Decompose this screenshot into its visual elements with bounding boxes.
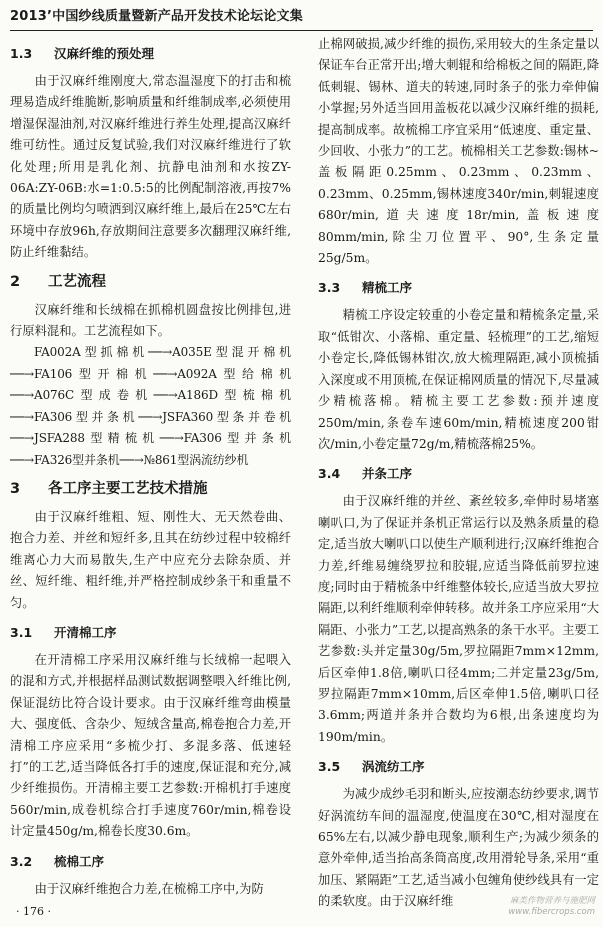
- section-number: 3.3: [318, 280, 341, 296]
- header-rule: [10, 30, 593, 31]
- watermark-url: www.fibercrops.com: [508, 907, 595, 917]
- left-column: [10, 34, 291, 900]
- paragraph: 由于汉麻纤维刚度大,常态温湿度下的打击和梳理易造成纤维脆断,影响质量和纤维制成率,必须使用增湿保湿油剂,对汉麻纤维进行养生处理,提高汉麻纤维可纺性。通过反复试验,我们对汉麻纤维进行了软化处理;所用是乳化剂、抗静电油剂和水按ZY-06A:ZY-06B:水=1:0.5:5的比例配制溶液,再按7%的质量比例均匀喷洒到汉麻纤维上,最后在25℃左右环境中存放96h,存放期间注意要多次翻理汉麻纤维,防止纤维黏结。: [10, 74, 291, 260]
- paragraph: 由于汉麻纤维的并丝、紊丝较多,牵伸时易堵塞喇叭口,为了保证并条机正常运行以及熟条质量的稳定,适当放大喇叭口以使生产顺利进行;汉麻纤维抱合力差,纤维易缠绕罗拉和胶辊,应适当降低前罗拉速度;同时由于精梳条中纤维整体较长,应适当放大罗拉隔距,以利纤维顺利牵伸转移。故并条工序应采用“大隔距、小张力”工艺,以提高熟条的条干水平。主要工艺参数:头并定量30g/5m,罗拉隔距7mm×12mm,后区牵伸1.8倍,喇叭口径4mm;二并定量23g/5m,罗拉隔距7mm×10mm,后区牵伸1.5倍,喇叭口径3.6mm;两道并条并合数均为6根,出条速度均为190m/min。: [318, 494, 599, 744]
- paragraph: 由于汉麻纤维抱合力差,在梳棉工序中,为防: [34, 881, 264, 896]
- paragraph: 为减少成纱毛羽和断头,应按潮态纺纱要求,调节好涡流纺车间的温湿度,使温度在30℃,相对湿度在65%左右,以减少静电现象,顺利生产;为减少须条的意外牵伸,适当抬高条筒高度,改用滑轮导条,采用“重加压、紧隔距”工艺,适当减小包缠角使纱线具有一定的柔软度。由于汉麻纤维: [318, 787, 599, 909]
- paragraph: 止棉网破损,减少纤维的损伤,采用较大的生条定量以保证车台正常开出;增大刺辊和给棉板之间的隔距,降低刺辊、锡林、道夫的转速,同时条子的张力牵伸偏小掌握;另外适当回用盖板花以减少汉麻纤维的损耗,提高制成率。故梳棉工序宜采用“低速度、重定量、少回收、小张力”的工艺。梳棉相关工艺参数:锡林~盖板隔距0.25mm、0.23mm、0.23mm、0.23mm、0.25mm,锡林速度340r/min,刺辊速度680r/min,道夫速度18r/min,盖板速度80mm/min,除尘刀位置平、90°,生条定量25g/5m。: [318, 37, 599, 266]
- section-number: 2: [10, 273, 21, 290]
- section-heading-3-1: [10, 621, 291, 645]
- page-number: · 176 ·: [16, 905, 51, 918]
- section-heading-3-5: [318, 755, 599, 779]
- section-heading-2: [10, 268, 291, 296]
- right-column: [318, 34, 599, 913]
- section-title: 梳棉工序: [54, 853, 105, 869]
- section-heading-3-3: [318, 276, 599, 300]
- paragraph: 精梳工序设定较重的小卷定量和精梳条定量,采取“低钳次、小落棉、重定量、轻梳理”的工艺,缩短小卷定长,降低锡林钳次,放大梳理隔距,减小顶梳插入深度或不用顶梳,在保证棉网质量的情况下,尽量减少精梳落棉。精梳主要工艺参数:预并速度250m/min,条卷车速60m/min,精梳速度200钳次/min,小卷定量72g/m,精梳落棉25%。: [318, 308, 599, 451]
- paragraph: 由于汉麻纤维粗、短、刚性大、无天然卷曲、抱合力差、并丝和短纤多,且其在纺纱过程中较棉纤维离心力大而易散失,生产中应充分去除杂质、并丝、短纤维、粗纤维,并严格控制成纱条干和重量不匀。: [10, 509, 291, 610]
- section-heading-1-3: [10, 42, 291, 66]
- section-heading-3-4: [318, 462, 599, 486]
- section-number: 3.4: [318, 466, 341, 482]
- running-header: 2013’中国纱线质量暨新产品开发技术论坛论文集: [10, 9, 303, 24]
- section-title: 并条工序: [362, 466, 413, 482]
- section-heading-3: [10, 475, 291, 503]
- section-number: 3.5: [318, 759, 341, 775]
- section-number: 3.1: [10, 624, 33, 640]
- section-title: 涡流纺工序: [362, 759, 425, 775]
- section-number: 3: [10, 480, 21, 497]
- process-flow: FA002A型抓棉机──→A035E型混开棉机──→FA106型开棉机──→A092A型给棉机──→A076C型成卷机──→A186D型梳棉机──→FA306型并条机──→JSFA360型条并卷机──→JSFA288型精梳机──→FA306型并条机──→FA326型并条机──→№861型涡流纺纱机: [10, 345, 291, 467]
- section-number: 3.2: [10, 853, 33, 869]
- section-title: 精梳工序: [362, 280, 413, 296]
- watermark: [465, 896, 595, 918]
- section-title: 汉麻纤维的预处理: [54, 46, 155, 61]
- section-title: 各工序主要工艺技术措施: [48, 480, 208, 497]
- paragraph: 在开清棉工序采用汉麻纤维与长绒棉一起喂入的混和方式,并根据样品测试数据调整喂入纤维比例,保证混纺比符合设计要求。由于汉麻纤维弯曲模量大、强度低、含杂少、短绒含量高,棉卷抱合力差,开清棉工序应采用“多梳少打、多混多落、低速轻打”的工艺,适当降低各打手的速度,保证混和充分,减少纤维损伤。开清棉主要工艺参数:开棉机打手速度560r/min,成卷机综合打手速度760r/min,棉卷设计定量450g/m,棉卷长度30.6m。: [10, 652, 291, 839]
- section-heading-3-2: [10, 850, 291, 874]
- section-title: 开清棉工序: [54, 624, 117, 640]
- section-number: 1.3: [10, 46, 33, 61]
- section-title: 工艺流程: [48, 273, 106, 290]
- paragraph: 汉麻纤维和长绒棉在抓棉机圆盘按比例排包,进行原料混和。工艺流程如下。: [10, 302, 291, 339]
- watermark-text: 麻类作物营养与施肥网: [509, 896, 595, 906]
